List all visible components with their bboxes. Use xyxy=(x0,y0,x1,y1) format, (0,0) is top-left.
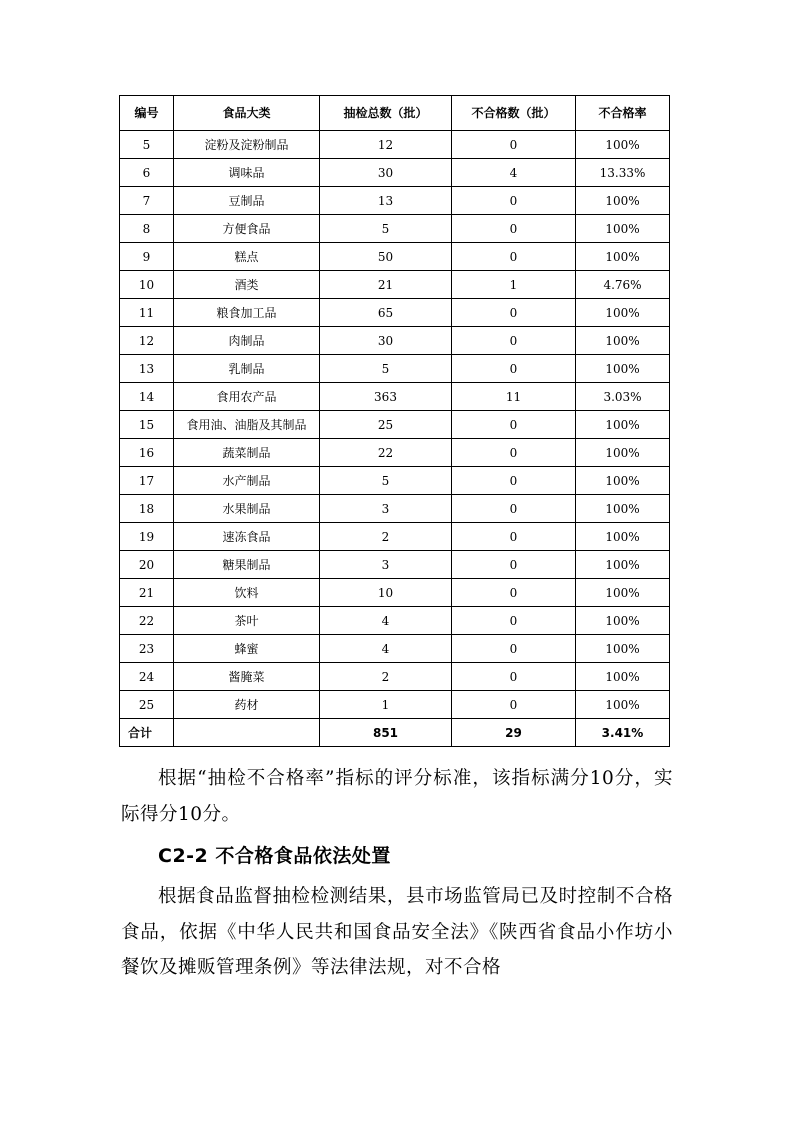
cell-rate: 100% xyxy=(576,495,670,523)
cell-category: 速冻食品 xyxy=(174,523,320,551)
header-id: 编号 xyxy=(120,96,174,131)
cell-category: 蜂蜜 xyxy=(174,635,320,663)
cell-total: 50 xyxy=(320,243,452,271)
cell-total: 3 xyxy=(320,495,452,523)
cell-total: 65 xyxy=(320,299,452,327)
total-cell-rate: 3.41% xyxy=(576,719,670,747)
cell-category: 酒类 xyxy=(174,271,320,299)
cell-category: 饮料 xyxy=(174,579,320,607)
cell-id: 6 xyxy=(120,159,174,187)
cell-category: 水果制品 xyxy=(174,495,320,523)
cell-total: 2 xyxy=(320,663,452,691)
cell-total: 3 xyxy=(320,551,452,579)
cell-failed: 0 xyxy=(452,411,576,439)
cell-rate: 100% xyxy=(576,663,670,691)
cell-id: 21 xyxy=(120,579,174,607)
cell-id: 19 xyxy=(120,523,174,551)
table-row xyxy=(120,691,670,719)
cell-id: 5 xyxy=(120,131,174,159)
cell-failed: 0 xyxy=(452,691,576,719)
cell-rate: 100% xyxy=(576,635,670,663)
cell-id: 7 xyxy=(120,187,174,215)
table-row xyxy=(120,271,670,299)
cell-rate: 4.76% xyxy=(576,271,670,299)
cell-total: 25 xyxy=(320,411,452,439)
cell-failed: 0 xyxy=(452,523,576,551)
cell-failed: 11 xyxy=(452,383,576,411)
cell-id: 22 xyxy=(120,607,174,635)
cell-category: 酱腌菜 xyxy=(174,663,320,691)
table-row xyxy=(120,159,670,187)
cell-category: 粮食加工品 xyxy=(174,299,320,327)
total-cell-category xyxy=(174,719,320,747)
inspection-table xyxy=(119,95,670,747)
cell-failed: 0 xyxy=(452,467,576,495)
cell-category: 水产制品 xyxy=(174,467,320,495)
cell-id: 10 xyxy=(120,271,174,299)
cell-id: 15 xyxy=(120,411,174,439)
cell-failed: 0 xyxy=(452,215,576,243)
table-row xyxy=(120,131,670,159)
cell-failed: 0 xyxy=(452,551,576,579)
cell-rate: 100% xyxy=(576,551,670,579)
cell-failed: 1 xyxy=(452,271,576,299)
cell-failed: 4 xyxy=(452,159,576,187)
cell-total: 30 xyxy=(320,159,452,187)
table-row xyxy=(120,635,670,663)
cell-category: 食用油、油脂及其制品 xyxy=(174,411,320,439)
cell-category: 乳制品 xyxy=(174,355,320,383)
cell-total: 4 xyxy=(320,635,452,663)
table-row xyxy=(120,299,670,327)
cell-id: 9 xyxy=(120,243,174,271)
cell-rate: 13.33% xyxy=(576,159,670,187)
cell-category: 方便食品 xyxy=(174,215,320,243)
cell-total: 5 xyxy=(320,215,452,243)
cell-failed: 0 xyxy=(452,327,576,355)
table-row xyxy=(120,467,670,495)
cell-id: 20 xyxy=(120,551,174,579)
cell-category: 糖果制品 xyxy=(174,551,320,579)
cell-total: 12 xyxy=(320,131,452,159)
table-row xyxy=(120,215,670,243)
cell-total: 10 xyxy=(320,579,452,607)
table-row xyxy=(120,551,670,579)
header-failed-count: 不合格数（批） xyxy=(452,96,576,131)
table-total-row xyxy=(120,719,670,747)
header-failure-rate: 不合格率 xyxy=(576,96,670,131)
cell-rate: 100% xyxy=(576,607,670,635)
cell-category: 食用农产品 xyxy=(174,383,320,411)
cell-rate: 100% xyxy=(576,439,670,467)
cell-id: 24 xyxy=(120,663,174,691)
cell-total: 21 xyxy=(320,271,452,299)
cell-category: 调味品 xyxy=(174,159,320,187)
cell-rate: 100% xyxy=(576,411,670,439)
cell-failed: 0 xyxy=(452,635,576,663)
table-row xyxy=(120,243,670,271)
table-body xyxy=(120,131,670,747)
cell-category: 药材 xyxy=(174,691,320,719)
table-row xyxy=(120,495,670,523)
cell-failed: 0 xyxy=(452,579,576,607)
cell-failed: 0 xyxy=(452,355,576,383)
table-header-row xyxy=(120,96,670,131)
section-heading: C2-2 不合格食品依法处置 xyxy=(158,845,391,867)
cell-failed: 0 xyxy=(452,495,576,523)
cell-rate: 100% xyxy=(576,327,670,355)
cell-category: 豆制品 xyxy=(174,187,320,215)
disposal-paragraph: 根据食品监督抽检检测结果，县市场监管局已及时控制不合格食品，依据《中华人民共和国食品安全法》《陕西省食品小作坊小餐饮及摊贩管理条例》等法律法规，对不合格 xyxy=(121,886,673,978)
cell-id: 14 xyxy=(120,383,174,411)
cell-total: 22 xyxy=(320,439,452,467)
cell-total: 5 xyxy=(320,467,452,495)
header-total-sampled: 抽检总数（批） xyxy=(320,96,452,131)
cell-total: 2 xyxy=(320,523,452,551)
cell-id: 12 xyxy=(120,327,174,355)
cell-failed: 0 xyxy=(452,663,576,691)
cell-failed: 0 xyxy=(452,299,576,327)
cell-rate: 100% xyxy=(576,691,670,719)
cell-id: 13 xyxy=(120,355,174,383)
cell-failed: 0 xyxy=(452,439,576,467)
cell-id: 11 xyxy=(120,299,174,327)
cell-category: 蔬菜制品 xyxy=(174,439,320,467)
cell-category: 茶叶 xyxy=(174,607,320,635)
cell-total: 4 xyxy=(320,607,452,635)
total-cell-failed: 29 xyxy=(452,719,576,747)
cell-failed: 0 xyxy=(452,243,576,271)
cell-total: 363 xyxy=(320,383,452,411)
cell-rate: 100% xyxy=(576,523,670,551)
total-cell-total: 851 xyxy=(320,719,452,747)
cell-category: 淀粉及淀粉制品 xyxy=(174,131,320,159)
cell-id: 18 xyxy=(120,495,174,523)
cell-failed: 0 xyxy=(452,187,576,215)
table-row xyxy=(120,523,670,551)
cell-category: 糕点 xyxy=(174,243,320,271)
cell-failed: 0 xyxy=(452,607,576,635)
total-cell-id: 合计 xyxy=(120,719,174,747)
cell-id: 17 xyxy=(120,467,174,495)
cell-id: 25 xyxy=(120,691,174,719)
cell-total: 30 xyxy=(320,327,452,355)
cell-rate: 100% xyxy=(576,579,670,607)
cell-rate: 100% xyxy=(576,355,670,383)
table-row xyxy=(120,439,670,467)
cell-rate: 3.03% xyxy=(576,383,670,411)
table-row xyxy=(120,607,670,635)
score-paragraph: 根据“抽检不合格率”指标的评分标准，该指标满分10分，实际得分10分。 xyxy=(121,768,673,825)
cell-total: 13 xyxy=(320,187,452,215)
cell-failed: 0 xyxy=(452,131,576,159)
cell-category: 肉制品 xyxy=(174,327,320,355)
cell-rate: 100% xyxy=(576,467,670,495)
table-row xyxy=(120,187,670,215)
cell-rate: 100% xyxy=(576,131,670,159)
cell-rate: 100% xyxy=(576,243,670,271)
cell-total: 5 xyxy=(320,355,452,383)
table-row xyxy=(120,327,670,355)
cell-rate: 100% xyxy=(576,187,670,215)
table-row xyxy=(120,411,670,439)
table-row xyxy=(120,383,670,411)
cell-id: 8 xyxy=(120,215,174,243)
cell-id: 23 xyxy=(120,635,174,663)
table-row xyxy=(120,355,670,383)
table-row xyxy=(120,663,670,691)
cell-rate: 100% xyxy=(576,299,670,327)
cell-total: 1 xyxy=(320,691,452,719)
cell-rate: 100% xyxy=(576,215,670,243)
table-row xyxy=(120,579,670,607)
header-category: 食品大类 xyxy=(174,96,320,131)
cell-id: 16 xyxy=(120,439,174,467)
